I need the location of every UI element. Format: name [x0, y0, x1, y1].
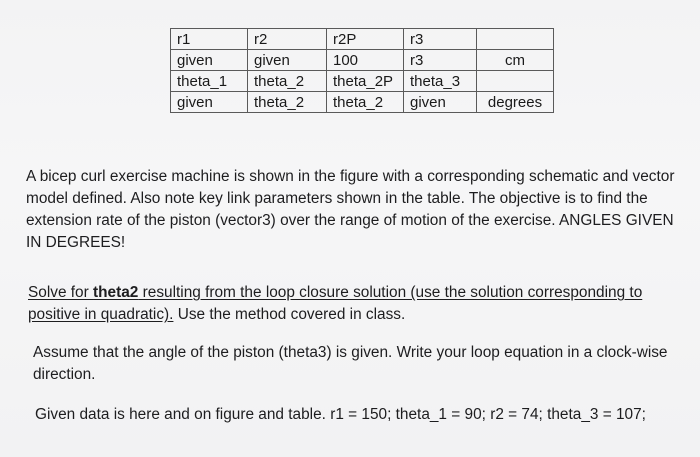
- solve-instruction: [28, 282, 668, 326]
- table-cell: theta_1: [171, 71, 248, 92]
- link-parameters-table: [170, 28, 554, 113]
- solve-text-1: Solve for: [28, 284, 94, 301]
- table-cell: r3: [404, 50, 477, 71]
- table-cell: given: [171, 92, 248, 113]
- given-data-paragraph: Given data is here and on figure and table. r1 = 150; theta_1 = 90; r2 = 74; theta_3 = 107;: [35, 406, 646, 423]
- assume-paragraph: Assume that the angle of the piston (theta3) is given. Write your loop equation in a clock-wise direction.: [33, 344, 668, 383]
- table-cell: given: [404, 92, 477, 113]
- table-cell: theta_3: [404, 71, 477, 92]
- table-cell: r3: [404, 29, 477, 50]
- table-row: [171, 92, 554, 113]
- table-row: [171, 71, 554, 92]
- table-row: [171, 50, 554, 71]
- table-cell: r1: [171, 29, 248, 50]
- table-cell: [477, 71, 554, 92]
- table-cell: r2: [248, 29, 327, 50]
- table-cell: [477, 29, 554, 50]
- table-row: [171, 29, 554, 50]
- table-cell: 100: [327, 50, 404, 71]
- solve-text-2: resulting from the loop closure solution (use the solution corresponding to positive in quadratic).: [28, 284, 643, 323]
- table-cell: r2P: [327, 29, 404, 50]
- table-cell: theta_2: [327, 92, 404, 113]
- table-cell-unit: cm: [477, 50, 554, 71]
- table-cell: given: [248, 50, 327, 71]
- table-cell: theta_2P: [327, 71, 404, 92]
- solve-bold-theta2: theta2: [93, 284, 139, 301]
- intro-paragraph: A bicep curl exercise machine is shown in the figure with a corresponding schematic and vector model defined. Also note key link parameters shown in the table. The objective is to find the extension rate of the piston (vector3) over the range of motion of the exercise. ANGLES GIVEN IN DEGREES!: [26, 168, 675, 251]
- table-cell-unit: degrees: [477, 92, 554, 113]
- table-cell: theta_2: [248, 71, 327, 92]
- solve-tail: Use the method covered in class.: [173, 306, 406, 323]
- table-cell: theta_2: [248, 92, 327, 113]
- table-cell: given: [171, 50, 248, 71]
